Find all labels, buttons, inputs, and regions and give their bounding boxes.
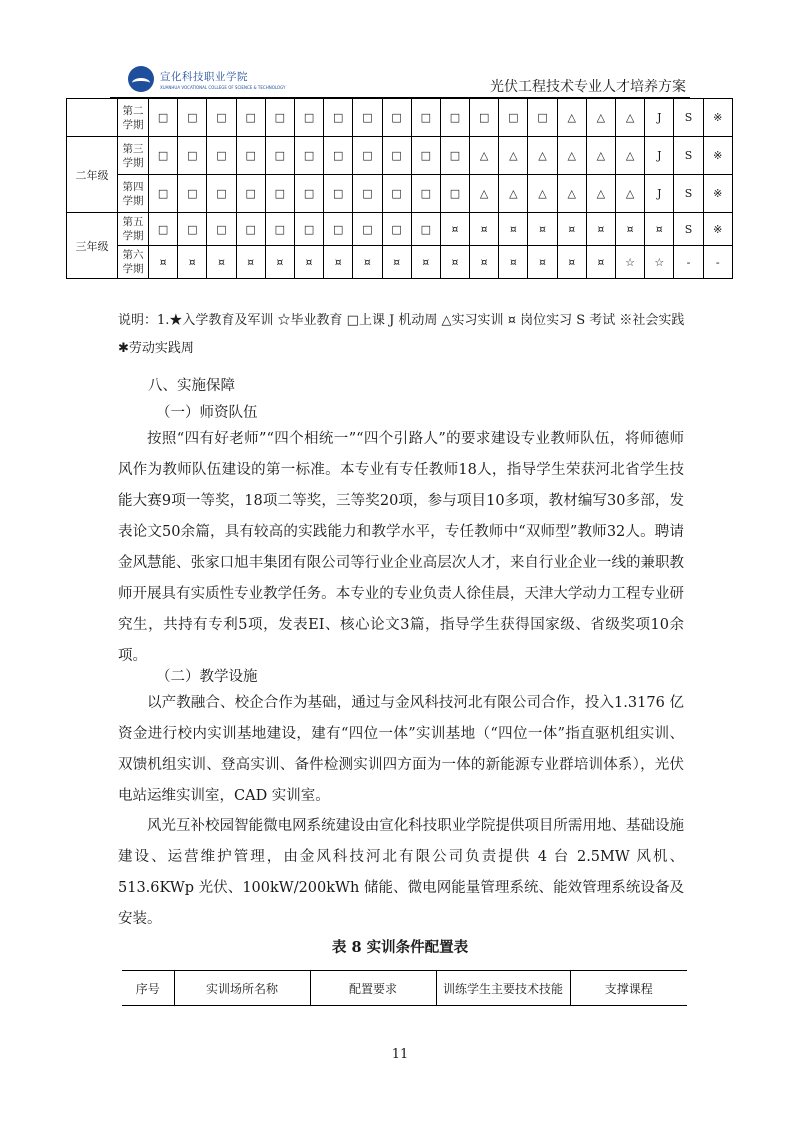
week-cell: ☆ [645,246,674,279]
week-cell: □ [499,99,528,137]
week-cell: □ [411,99,440,137]
week-cell: - [674,246,703,279]
week-cell: □ [382,175,411,213]
schedule-legend: 说明：1.★入学教育及军训 ☆毕业教育 □上课 J 机动周 △实习实训 ¤ 岗位实习 S 考试 ※社会实践 ✱劳动实践周 [118,313,685,356]
week-cell: △ [616,137,645,175]
week-cell: □ [353,175,382,213]
page-number: 11 [391,1047,409,1062]
week-cell: □ [411,175,440,213]
week-cell: □ [382,213,411,246]
week-cell: □ [207,137,236,175]
college-logo [128,66,285,92]
week-cell: ¤ [324,246,353,279]
college-emblem-icon [128,66,154,92]
week-cell: ¤ [499,246,528,279]
week-cell: S [674,99,703,137]
paragraph-microgrid: 风光互补校园智能微电网系统建设由宣化科技职业学院提供项目所需用地、基础设施建设、运营维护管理，由金风科技河北有限公司负责提供 4 台 2.5MW 风机、513.6KWp 光伏、100kW/200kWh 储能、微电网能量管理系统、能效管理系统设备及安装。 [118,818,684,927]
subsection-heading-faculty: （一）师资队伍 [156,405,258,421]
week-cell: ¤ [294,246,323,279]
week-cell: □ [149,137,178,175]
week-cell: △ [557,137,586,175]
week-cell: □ [236,137,265,175]
week-cell: △ [557,175,586,213]
week-cell: ¤ [470,246,499,279]
week-cell: □ [324,99,353,137]
week-cell: □ [207,99,236,137]
logo-college-name-en: XUANHUA VOCATIONAL COLLEGE OF SCIENCE & TECHNOLOGY [160,84,286,90]
week-cell: □ [353,137,382,175]
column-header: 训练学生主要技术技能 [436,971,570,1006]
week-cell: ¤ [528,246,557,279]
week-cell: △ [528,137,557,175]
week-cell: □ [382,99,411,137]
week-cell: ※ [703,175,732,213]
table-caption: 表 8 实训条件配置表 [331,939,469,956]
week-cell: □ [470,99,499,137]
paragraph-facilities: 以产教融合、校企合作为基础，通过与金风科技河北有限公司合作，投入1.3176 亿资金进行校内实训基地建设，建有“四位一体”实训基地（“四位一体”指直驱机组实训、双馈机组实训、登高实训、备件检测实训四方面为一体的新能源专业群培训体系），光伏电站运维实训室，CAD 实训室。 [118,695,684,804]
grade-cell [67,99,118,137]
column-header: 配置要求 [310,971,436,1006]
week-cell: S [674,137,703,175]
week-cell: ¤ [411,246,440,279]
week-cell: □ [149,213,178,246]
table-row [67,246,733,279]
week-cell: □ [265,137,294,175]
week-cell: ※ [703,213,732,246]
week-cell: ※ [703,137,732,175]
week-cell: J [645,137,674,175]
week-cell: △ [499,175,528,213]
table-row [67,213,733,246]
week-cell: □ [207,213,236,246]
week-cell: △ [586,99,615,137]
grade-cell: 三年级 [67,213,118,279]
week-cell: ☆ [616,246,645,279]
week-cell: △ [586,175,615,213]
grade-cell: 二年级 [67,137,118,213]
week-cell: ※ [703,99,732,137]
week-cell: □ [411,213,440,246]
week-cell: □ [265,99,294,137]
week-cell: ¤ [265,246,294,279]
week-cell: △ [528,175,557,213]
week-cell: ¤ [528,213,557,246]
week-cell: ¤ [382,246,411,279]
week-cell: □ [149,99,178,137]
week-cell: □ [440,99,469,137]
week-cell: □ [294,137,323,175]
week-cell: ¤ [207,246,236,279]
week-cell: □ [149,175,178,213]
week-cell: □ [294,175,323,213]
week-cell: □ [324,137,353,175]
week-cell: □ [178,137,207,175]
term-cell: 第三学期 [118,137,149,175]
subsection-heading-facilities: （二）教学设施 [156,669,258,685]
week-cell: ¤ [470,213,499,246]
week-cell: □ [324,175,353,213]
week-cell: □ [265,175,294,213]
week-cell: △ [470,137,499,175]
week-cell: ¤ [440,213,469,246]
table-row [67,99,733,137]
header-title: 光伏工程技术专业人才培养方案 [490,79,686,95]
week-cell: ¤ [586,246,615,279]
paragraph-faculty: 按照“四有好老师”“四个相统一”“四个引路人”的要求建设专业教师队伍，将师德师风作为教师队伍建设的第一标准。本专业有专任教师18人，指导学生荣获河北省学生技能大赛9项一等奖，18项二等奖，三等奖20项，参与项目10多项，教材编写30多部，发表论文50余篇，具有较高的实践能力和教学水平，专任教师中“双师型”教师32人。聘请金风慧能、张家口旭丰集团有限公司等行业企业高层次人才，来自行业企业一线的兼职教师开展具有实质性专业教学任务。本专业的专业负责人徐佳晨，天津大学动力工程专业研究生，共持有专利5项，发表EI、核心论文3篇，指导学生获得国家级、省级奖项10余项。 [118,431,684,664]
week-cell: △ [616,99,645,137]
week-cell: □ [440,175,469,213]
week-cell: □ [294,213,323,246]
week-cell: △ [616,175,645,213]
week-cell: □ [236,213,265,246]
week-cell: △ [586,137,615,175]
term-cell: 第五学期 [118,213,149,246]
logo-college-name: 宣化科技职业学院 [160,70,248,83]
week-cell: □ [324,213,353,246]
week-cell: □ [178,213,207,246]
week-cell: □ [353,213,382,246]
term-cell: 第二学期 [118,99,149,137]
week-cell: △ [499,137,528,175]
section-heading: 八、实施保障 [148,378,235,394]
table-row [67,137,733,175]
table-header-row [122,971,687,1006]
column-header: 支撑课程 [570,971,687,1006]
week-cell: □ [528,99,557,137]
week-cell: ¤ [236,246,265,279]
week-cell: J [645,175,674,213]
week-cell: □ [236,175,265,213]
table-row [67,175,733,213]
week-cell: ¤ [178,246,207,279]
week-cell: ¤ [557,246,586,279]
week-cell: □ [411,137,440,175]
week-cell: ¤ [586,213,615,246]
week-cell: ¤ [557,213,586,246]
week-cell: □ [440,137,469,175]
term-cell: 第四学期 [118,175,149,213]
week-cell: □ [353,99,382,137]
week-cell: J [645,99,674,137]
week-cell: □ [265,213,294,246]
week-cell: □ [294,99,323,137]
week-cell: □ [236,99,265,137]
training-conditions-table [122,970,687,1006]
week-cell: - [703,246,732,279]
week-cell: S [674,213,703,246]
week-cell: ¤ [353,246,382,279]
week-cell: ¤ [440,246,469,279]
week-cell: △ [557,99,586,137]
week-cell: △ [470,175,499,213]
week-cell: ¤ [499,213,528,246]
term-cell: 第六学期 [118,246,149,279]
week-cell: ¤ [616,213,645,246]
week-cell: S [674,175,703,213]
column-header: 序号 [122,971,174,1006]
week-cell: ¤ [645,213,674,246]
column-header: 实训场所名称 [174,971,310,1006]
week-cell: □ [382,137,411,175]
week-cell: □ [207,175,236,213]
week-cell: □ [178,99,207,137]
week-cell: ¤ [149,246,178,279]
week-cell: □ [178,175,207,213]
teaching-schedule-table [66,98,733,279]
